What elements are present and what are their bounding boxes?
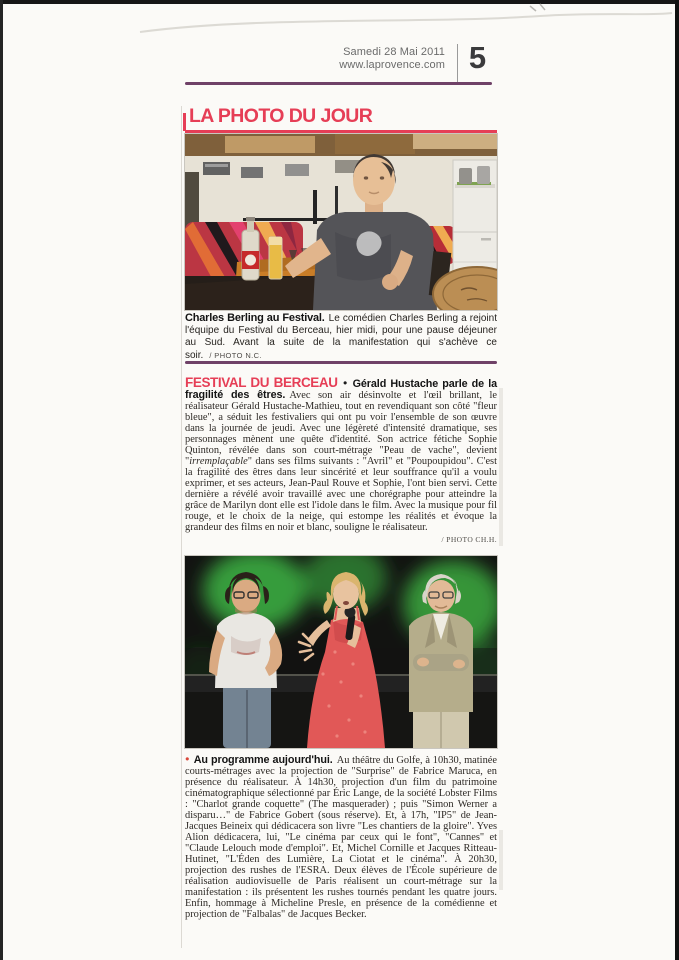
photo-credit: / PHOTO CH.H. bbox=[441, 535, 497, 544]
paper-edge-shadow bbox=[0, 0, 679, 44]
masthead-date: Samedi 28 Mai 2011 bbox=[343, 46, 445, 58]
section-title-underline bbox=[185, 130, 497, 133]
section-title-tick bbox=[183, 113, 186, 131]
masthead-website: www.laprovence.com bbox=[339, 59, 445, 71]
article-body: Avec son air désinvolte et l'œil brillant, le réalisateur Gérald Hustache-Mathieu, tout en revendiquant son côté "fleur bleue", a séduit les festivaliers qui ont pu voir l'ensemble de son œuvre dans la journée de jeudi. Avec une légèreté d'intensité dramatique, ses personnages mènent une quête d'identité. Son actrice fétiche Sophie Quinton, révélée dans son court-métrage "Peau de vache", devient " bbox=[185, 390, 497, 467]
article-body: " dans ses films suivants : "Avril" et "Poupoupidou". C'est la fragilité des êtres dans leur sincérité et leur souffrance qu'il a voulu exprimer, et ses acteurs, Jean-Paul Rouve et Sophie, l'ont bien servi. Cette dernière a révélé avoir travaillé avec une chorégraphe pour atteindre la grâce de Marilyn dont elle est l'idole dans le film. Avec la musique pour fil rouge, et le choix de la neige, qui estompe les réalités et évoque la grandeur des films en noir et blanc, souligne le réalisateur. bbox=[185, 456, 497, 533]
bullet-icon: ● bbox=[341, 378, 349, 387]
masthead-rule bbox=[185, 82, 492, 85]
scan-edge-left bbox=[0, 0, 3, 960]
photo-charles-berling bbox=[185, 134, 497, 310]
photo-caption-text: Le comédien Charles Berling a rejoint l'équipe du Festival du Berceau, hier midi, pour une pause déjeuner au Sud. Avant la suite de la manifestation qui s'achève ce soir. bbox=[185, 313, 497, 361]
scan-edge-right bbox=[675, 0, 679, 960]
section-divider-rule bbox=[185, 361, 497, 364]
bullet-icon: ● bbox=[185, 754, 190, 763]
clipping-left-edge bbox=[181, 106, 182, 948]
article-lead: Au programme aujourd'hui. bbox=[193, 754, 333, 766]
page-number: 5 bbox=[468, 40, 486, 75]
clipping-right-shadow bbox=[499, 388, 503, 546]
section-title: LA PHOTO DU JOUR bbox=[189, 105, 373, 127]
masthead-dateline bbox=[280, 46, 445, 72]
article-body: Au théâtre du Golfe, à 10h30, matinée courts-métrages avec la projection de "Surprise" de Fabrice Maruca, en présence du réalisateur. À 14h30, projection d'un film du patrimoine cinématographique sélectionné par Éric Lange, de la société Lobster Films : "Charlot grande coquette" (The masquerader) ; puis "Simon Werner a disparu…" de Fabrice Gobert (sous réserve). Et, à 17h, "IP5" de Jean-Jacques Beineix qui dédicacera son livre "Les chantiers de la gloire". Yves Alion dédicacera, lui, "Le cinéma par ceux qui le font", "Cannes" et "Claude Lelouch mode d'emploi". Et, Michel Cornille et Jacques Ritteau-Hutinet, "L'Éden des Lumière, La Ciotat et le cinéma". À 20h30, projection des rushes de l'ESRA. Deux élèves de l'École supérieure de réalisation audiovisuelle de Paris réalisent un court-métrage sur la manifestation : ils présentent les rushes tournés pendant les quatre jours. Enfin, hommage à Micheline Presle, en présence de la comédienne et projection de "Falbalas" de Jacques Becker. bbox=[185, 755, 497, 920]
article-body-italic: irremplaçable bbox=[189, 456, 248, 467]
photo-stage-trio bbox=[185, 556, 497, 748]
photo-credit: / PHOTO N.C. bbox=[209, 350, 262, 360]
photo-caption-title: Charles Berling au Festival. bbox=[185, 312, 325, 324]
article-lead: Gérald Hustache parle de la fragilité des êtres. bbox=[185, 378, 497, 401]
article-kicker: FESTIVAL DU BERCEAU bbox=[185, 375, 338, 390]
photo-caption bbox=[185, 312, 497, 362]
clipping-right-shadow bbox=[499, 830, 503, 890]
article-programme bbox=[185, 753, 497, 920]
article-festival-du-berceau bbox=[185, 377, 497, 545]
